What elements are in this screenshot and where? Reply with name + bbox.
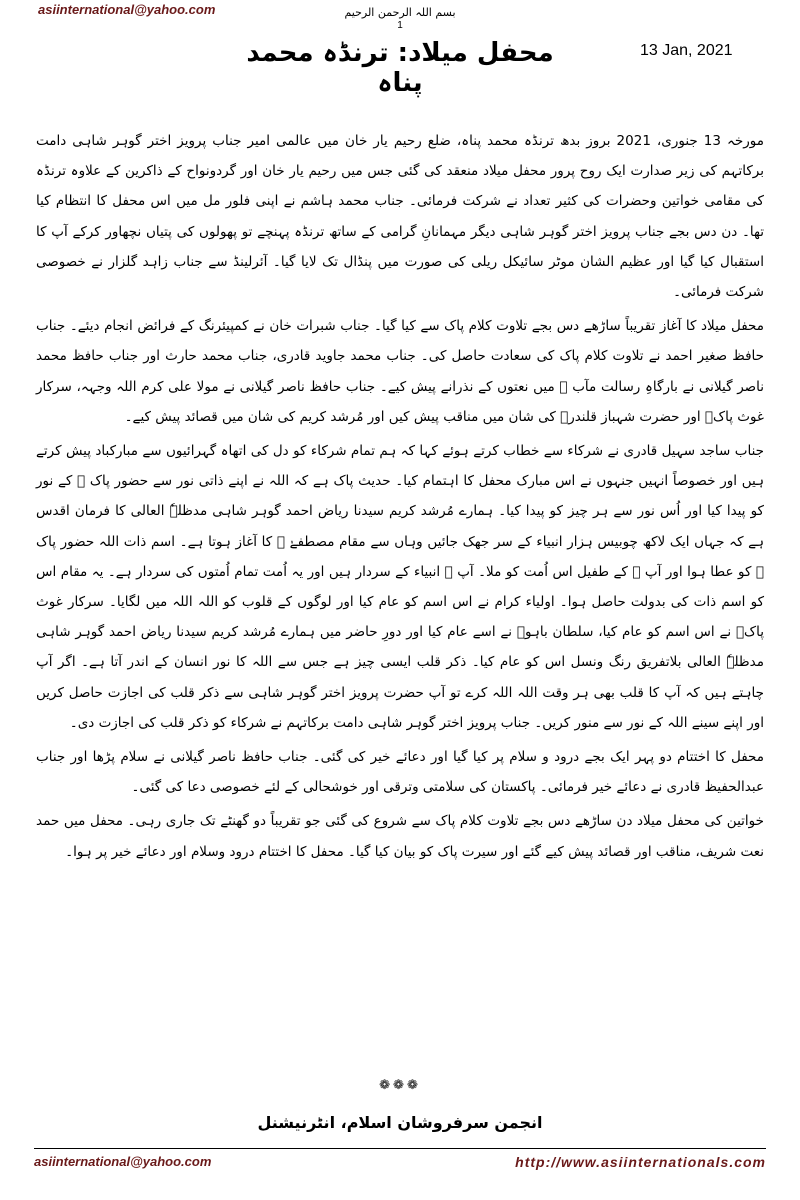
article-date: 13 Jan, 2021 [640,42,733,59]
paragraph-5: خواتین کی محفل میلاد دن ساڑھے دس بجے تلاوت کلام پاک سے شروع کی گئی جو تقریباً دو گھنٹے تک جاری رہی۔ محفل میں حمد نعت شریف، مناقب اور قصائد پیش کیے گئے اور سیرت پاک کو بیان کیا گیا۔ محفل کا اختتام درود وسلام اور دعائے خیر پر ہوا۔ [36,813,764,860]
paragraph-4: محفل کا اختتام دو پہر ایک بجے درود و سلام پر کیا گیا اور دعائے خیر کی گئی۔ جناب حافظ ناصر گیلانی نے سلام پڑھا اور جناب عبدالحفیظ قادری نے دعائے خیر فرمائی۔ پاکستان کی سلامتی وترقی اور خوشحالی کے لئے خصوصی دعا کی گئی۔ [36,749,764,796]
paragraph-3: جناب ساجد سہیل قادری نے شرکاء سے خطاب کرتے ہوئے کہا کہ ہم تمام شرکاء کو دل کی اتھاہ گہرائیوں سے مبارکباد پیش کرتے ہیں اور خصوصاً انہیں جنہوں نے اس مبارک محفل کا اہتمام کیا۔ حدیث پاک ہے کہ اللہ نے اپنے ذاتی نور سے حضور پاک ﷺ کے نور کو پیدا کیا اور اُس نور سے ہر چیز کو پیدا کیا۔ ہمارے مُرشد کریم سیدنا ریاض احمد گوہر شاہی مدظلہٗ العالی کا فرمان اقدس ہے کہ جہاں ایک لاکھ چوبیس ہزار انبیاء کے سر جھک جائیں وہاں سے مقام مصطفےٰ ﷺ کا آغاز ہوتا ہے۔ اسم ذات اللہ حضور پاک ﷺ کو عطا ہوا اور آپ ﷺ کے طفیل اس اُمت کو ملا۔ آپ ﷺ انبیاء کے سردار ہیں اور یہ اُمت تمام اُمتوں کی سردار ہے۔ یہ مقام اس کو اسم ذات کی بدولت حاصل ہوا۔ اولیاء کرام نے اس اسم کو عام کیا اور لوگوں کے قلوب کو اللہ اللہ میں لگایا۔ سرکار غوث پاکؓ نے اس اسم کو عام کیا، سلطان باہوؒ نے اسے عام کیا اور دورِ حاضر میں ہمارے مُرشد کریم سیدنا ریاض احمد گوہر شاہی مدظلہٗ العالی بلاتفریق رنگ ونسل اس کو عام کیا۔ ذکر قلب ایسی چیز ہے جس سے اللہ کا نور انسان کے اندر آتا ہے۔ اگر آپ چاہتے ہیں کہ آپ کا قلب بھی ہر وقت اللہ اللہ کرے تو آپ حضرت پرویز اختر گوہر شاہی سے ذکر قلب کی اجازت حاصل کریں اور اپنے سینے اللہ کے نور سے منور کریں۔ جناب پرویز اختر گوہر شاہی دامت برکاتہم نے شرکاء کو ذکر قلب کی اجازت دی۔ [36,443,764,731]
footer-divider [34,1148,766,1149]
paragraph-2: محفل میلاد کا آغاز تقریباً ساڑھے دس بجے تلاوت کلام پاک سے کیا گیا۔ جناب شبرات خان نے کمپیئرنگ کے فرائض انجام دیئے۔ جناب حافظ صغیر احمد نے تلاوت کلام پاک کی سعادت حاصل کی۔ جناب محمد جاوید قادری، جناب محمد حارث اور جناب حافظ محمد ناصر گیلانی نے بارگاہِ رسالت مآب ﷺ میں نعتوں کے نذرانے پیش کیے۔ جناب حافظ ناصر گیلانی نے مولا علی کرم اللہ وجہہ، سرکار غوث پاکؓ اور حضرت شہباز قلندرؒ کی شان میں مناقب پیش کیں اور مُرشد کریم کی شان میں قصائد پیش کیے۔ [36,318,764,425]
organization-name: انجمن سرفروشان اسلام، انٹرنیشنل [257,1113,543,1132]
paragraph-1: مورخہ 13 جنوری، 2021 بروز بدھ ترنڈہ محمد پناہ، ضلع رحیم یار خان میں عالمی امیر جناب پرویز اختر گوہر شاہی دامت برکاتہم کی زیر صدارت ایک روح پرور محفل میلاد منعقد کی گئی جس میں رحیم یار خان اور گردونواح کے ذاکرین کے علاوہ ترنڈہ کی مقامی خواتین وحضرات کی کثیر تعداد نے شرکت فرمائی۔ جناب محمد ہاشم نے اپنی فلور مل میں اس محفل کا انتظام کیا تھا۔ دن دس بجے جناب پرویز اختر گوہر شاہی دیگر مہمانانِ گرامی کے ساتھ ترنڈہ پہنچے تو پھولوں کی پتیاں نچھاور کرکے آپ کا استقبال کیا گیا اور عظیم الشان موٹر سائیکل ریلی کی صورت میں پنڈال تک لایا گیا۔ آئرلینڈ سے جناب زاہد گلزار نے خصوصی شرکت فرمائی۔ [36,133,764,301]
bismillah-heading: بسم اللہ الرحمن الرحیم [344,6,456,19]
footer-website-link[interactable]: http://www.asiinternationals.com [515,1154,766,1170]
article-body [36,126,764,871]
footer-email[interactable]: asiinternational@yahoo.com [34,1154,212,1169]
ornament-divider: ❁❁❁ [379,1078,421,1093]
article-title: محفل میلاد: ترنڈہ محمد پناہ [246,38,554,98]
header-email[interactable]: asiinternational@yahoo.com [38,2,216,17]
page-number: 1 [397,20,403,31]
